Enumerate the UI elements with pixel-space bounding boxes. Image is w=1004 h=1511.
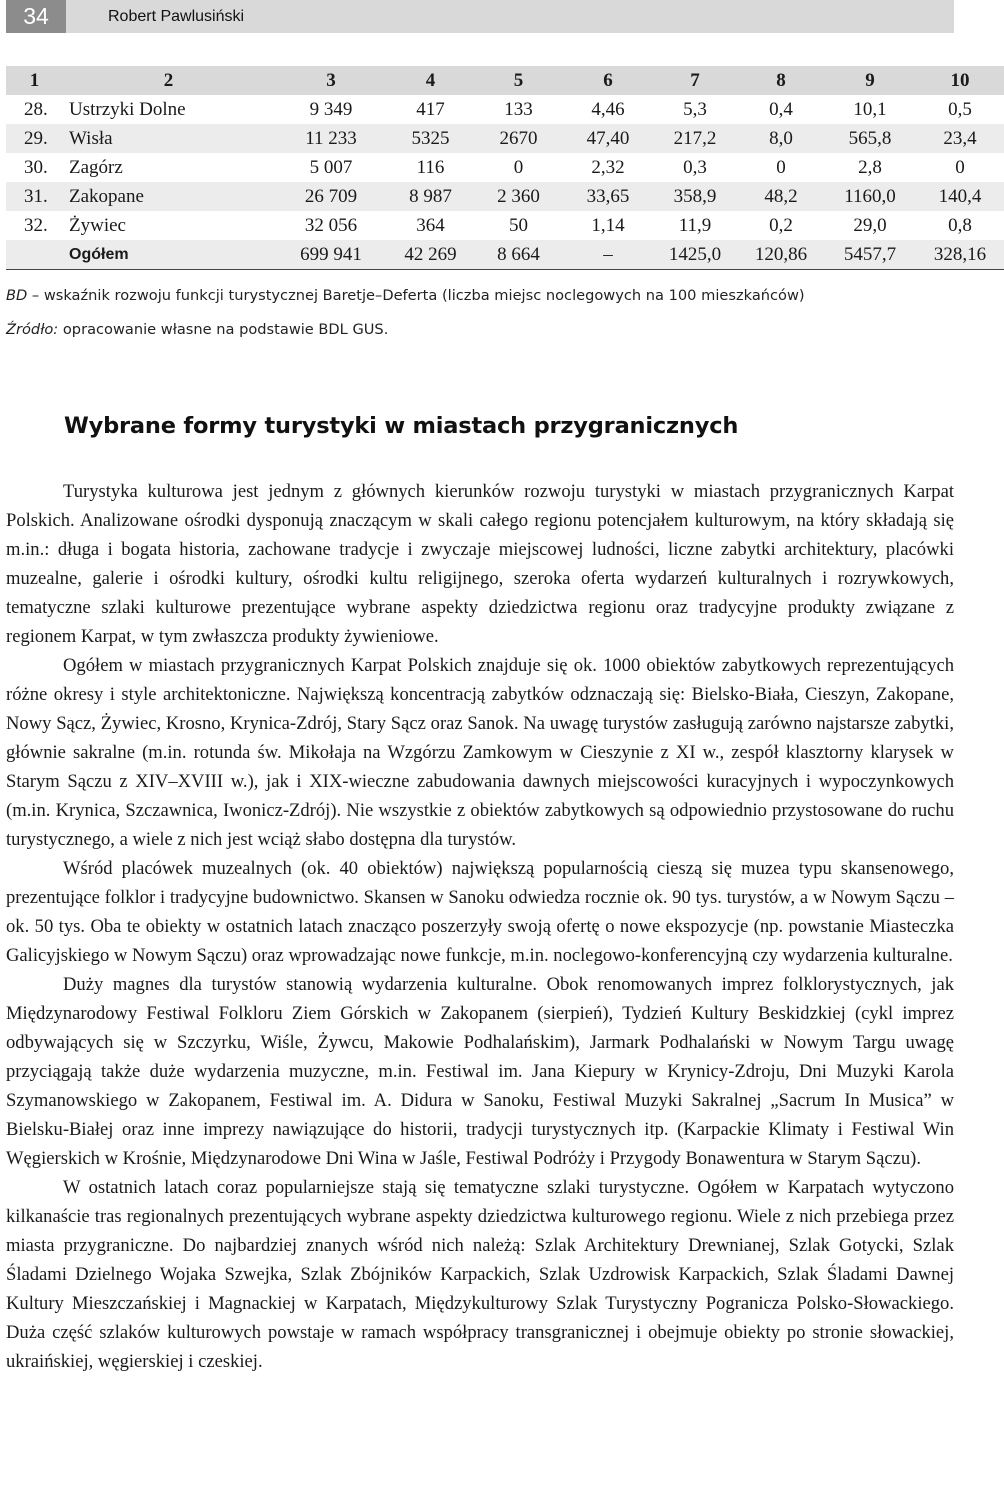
table-cell: 0,4: [769, 98, 793, 120]
table-cell: 140,4: [916, 182, 1004, 211]
table-cell: 0,2: [769, 214, 793, 236]
table-cell: 565,8: [824, 124, 916, 153]
paragraph: Wśród placówek muzealnych (ok. 40 obiektów) największą popularnością cieszą się muzea typu skansenowego, prezentujące folklor i tradycyjne budownictwo. Skansen w Sanoku odwiedza rocznie ok. 90 tys. turystów, a w Nowym Sączu – ok. 50 tys. Oba te obiekty w ostatnich latach znacząco poszerzyły swoją ofertę o nowe ekspozycje (np. powstanie Miasteczka Galicyjskiego w Nowym Sączu) oraz wprowadzając nowe funkcje, m.in. noclegowo-konferencyjną czy wydarzenia kulturalne.: [6, 858, 954, 966]
table-cell: 9 349: [309, 98, 353, 120]
table-cell: 0: [776, 156, 786, 178]
footnote-abbreviation: BD: [6, 287, 28, 304]
table-cell: 133: [504, 98, 533, 120]
table-cell: 699 941: [274, 240, 388, 270]
table-cell: 0: [513, 156, 524, 178]
total-label: Ogółem: [63, 240, 274, 270]
column-header: 4: [388, 66, 473, 95]
data-table: [6, 66, 1004, 270]
table-cell: 1,14: [591, 214, 625, 236]
table-cell: 29,0: [853, 214, 887, 236]
paragraph: Duży magnes dla turystów stanowią wydarzenia kulturalne. Obok renomowanych imprez folklorystycznych, jak Międzynarodowy Festiwal Folkloru Ziem Górskich w Zakopanem (sierpień), Tydzień Kultury Beskidzkiej (cykl imprez odbywających się w Szczyrku, Wiśle, Żywcu, Makowie Podhalańskim), Jarmark Podhalański w Nowym Targu uwagę przyciągają także duże wydarzenia muzyczne, m.in. Festiwal im. Jana Kiepury w Krynicy-Zdroju, Dni Muzyki Karola Szymanowskiego w Zakopanem, Festiwal im. A. Didura w Sanoku, Festiwal Muzyki Sakralnej „Sacrum In Musica” w Bielsku-Białej oraz inne imprezy nawiązujące do historii, tradycji turystycznych itp. (Karpackie Klimaty i Festiwal Win Węgierskich w Krośnie, Międzynarodowe Dni Wina w Jaśle, Festiwal Podróży i Przygody Bonawentura w Starym Sączu).: [6, 974, 954, 1169]
section-title: Wybrane formy turystyki w miastach przygranicznych: [64, 413, 739, 439]
table-cell: 0,3: [683, 156, 707, 178]
paragraph: W ostatnich latach coraz popularniejsze stają się tematyczne szlaki turystyczne. Ogółem w Karpatach wytyczono kilkanaście tras regionalnych prezentujących wybrane aspekty dziedzictwa kulturowego regionu. Wiele z nich przebiega przez miasta przygraniczne. Do najbardziej znanych wśród nich należą: Szlak Architektury Drewnianej, Szlak Gotycki, Szlak Śladami Dzielnego Wojaka Szwejka, Szlak Zbójników Karpackich, Szlak Uzdrowisk Karpackich, Szlak Śladami Dawnej Kultury Mieszczańskiej i Magnackiej w Karpatach, Międzykulturowy Szlak Turystyczny Pogranicza Polsko-Słowackiego. Duża część szlaków kulturowych powstaje w ramach współpracy transgranicznej i obejmuje obiekty po stronie słowackiej, ukraińskiej, węgierskiej i czeskiej.: [6, 1177, 954, 1372]
paragraph: Turystyka kulturowa jest jednym z głównych kierunków rozwoju turystyki w miastach przygranicznych Karpat Polskich. Analizowane ośrodki dysponują znaczącym w skali całego regionu potencjałem kulturowym, na który składają się m.in.: długa i bogata historia, zachowane tradycje i zwyczaje miejscowej ludności, liczne zabytki architektury, placówki muzealne, galerie i ośrodki kultury, ośrodki kultu religijnego, szeroka oferta wydarzeń kulturalnych i rozrywkowych, tematyczne szlaki kulturowe prezentujące wybrane aspekty dziedzictwa regionu oraz tradycyjne produkty związane z regionem Karpat, w tym zwłaszcza produkty żywieniowe.: [6, 481, 954, 647]
table-row: [6, 182, 1004, 211]
table-cell: 48,2: [738, 182, 824, 211]
table-cell: Wisła: [63, 124, 274, 153]
table-cell: 358,9: [652, 182, 738, 211]
table-cell: 26 709: [274, 182, 388, 211]
table-cell: 1160,0: [824, 182, 916, 211]
table-cell: 116: [416, 156, 445, 178]
table-cell: 11,9: [678, 214, 712, 236]
column-header: 1: [6, 66, 63, 95]
paragraph: Ogółem w miastach przygranicznych Karpat Polskich znajduje się ok. 1000 obiektów zabytkowych reprezentujących różne okresy i style architektoniczne. Największą koncentracją zabytków odznaczają się: Bielsko-Biała, Cieszyn, Zakopane, Nowy Sącz, Żywiec, Krosno, Krynica-Zdrój, Stary Sącz oraz Sanok. Na uwagę turystów zasługują zarówno najstarsze zabytki, głównie sakralne (m.in. rotunda św. Mikołaja na Wzgórzu Zamkowym w Cieszynie z XI w., zespół klasztorny klarysek w Starym Sączu z XIV–XVIII w.), jak i XIX-wieczne zabudowania dawnych miejscowości kuracyjnych i wypoczynkowych (m.in. Krynica, Szczawnica, Iwonicz-Zdrój). Nie wszystkie z obiektów zabytkowych są odpowiednio przystosowane do ruchu turystycznego, a wiele z nich jest wciąż słabo dostępna dla turystów.: [6, 655, 954, 850]
table-row: [6, 153, 1004, 182]
page-header: [6, 0, 954, 33]
table-cell: 33,65: [564, 182, 652, 211]
running-head-author: Robert Pawlusiński: [108, 8, 245, 25]
column-header: 9: [824, 66, 916, 95]
column-header: 3: [274, 66, 388, 95]
table-cell: 5325: [388, 124, 473, 153]
table-cell: 2,32: [591, 156, 625, 178]
table-cell: 10,1: [853, 98, 887, 120]
table-source: [6, 321, 388, 338]
table-header-row: [6, 66, 1004, 95]
table-cell: Zagórz: [69, 156, 123, 178]
table-cell: 5457,7: [824, 240, 916, 270]
column-header: 6: [564, 66, 652, 95]
table-footnote: [6, 287, 805, 304]
table-cell: 29.: [6, 124, 63, 153]
table-cell: 120,86: [738, 240, 824, 270]
table-cell: 11 233: [274, 124, 388, 153]
table-cell: Ustrzyki Dolne: [69, 98, 186, 120]
table-cell: 1425,0: [652, 240, 738, 270]
source-label: Źródło:: [6, 321, 59, 338]
table-cell: 364: [416, 214, 445, 236]
table-cell: 2,8: [858, 156, 882, 178]
table-cell: 50: [509, 214, 528, 236]
table-total-row: [6, 240, 1004, 270]
table-cell: 8 987: [388, 182, 473, 211]
table-cell: [6, 240, 63, 270]
table-cell: –: [564, 240, 652, 270]
table-row: [6, 95, 1004, 124]
table-cell: 47,40: [564, 124, 652, 153]
table-cell: 32.: [24, 214, 48, 236]
table-cell: 0: [955, 156, 965, 178]
table-cell: 328,16: [916, 240, 1004, 270]
table-cell: 0,8: [948, 214, 972, 236]
table-cell: 23,4: [916, 124, 1004, 153]
table-cell: 4,46: [591, 98, 625, 120]
page-number: 34: [6, 0, 66, 33]
body-text: [6, 477, 954, 1376]
table-cell: 2 360: [473, 182, 564, 211]
table-cell: 5 007: [309, 156, 353, 178]
column-header: 2: [63, 66, 274, 95]
table-cell: 28.: [24, 98, 48, 120]
table-cell: 8,0: [738, 124, 824, 153]
table-cell: 2670: [473, 124, 564, 153]
table-cell: 0,5: [948, 98, 972, 120]
column-header: 8: [738, 66, 824, 95]
table-cell: 5,3: [683, 98, 707, 120]
source-text: opracowanie własne na podstawie BDL GUS.: [58, 321, 389, 338]
footnote-text: – wskaźnik rozwoju funkcji turystycznej Baretje–Deferta (liczba miejsc noclegowych na 100 mieszkańców): [27, 287, 805, 304]
column-header: 10: [916, 66, 1004, 95]
table-cell: 217,2: [652, 124, 738, 153]
table-cell: Żywiec: [69, 214, 126, 236]
column-header: 7: [652, 66, 738, 95]
table-cell: 8 664: [473, 240, 564, 270]
table-cell: Zakopane: [63, 182, 274, 211]
table-cell: 31.: [6, 182, 63, 211]
table-row: [6, 124, 1004, 153]
table-cell: 30.: [24, 156, 48, 178]
column-header: 5: [473, 66, 564, 95]
table-cell: 32 056: [304, 214, 358, 236]
table-cell: 417: [416, 98, 445, 120]
table-cell: 42 269: [388, 240, 473, 270]
table-row: [6, 211, 1004, 240]
